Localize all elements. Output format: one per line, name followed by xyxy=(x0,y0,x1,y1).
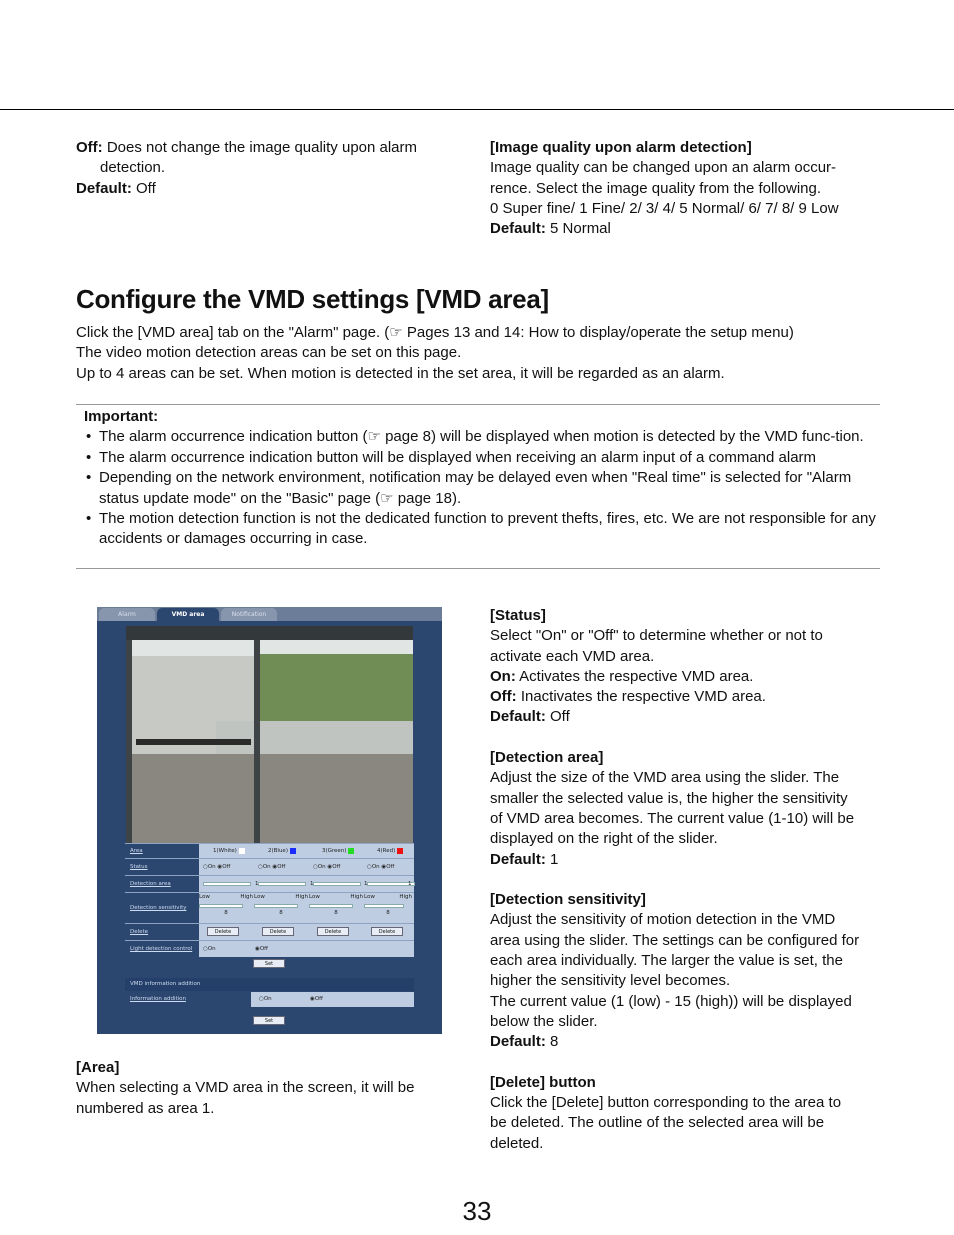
area-value: 1 xyxy=(364,881,368,887)
info-addition-header: VMD information addition xyxy=(125,978,414,991)
text-line: Up to 4 areas can be set. When motion is detected in the set area, it will be regarded as an alarm. xyxy=(76,364,725,382)
text-line: Adjust the size of the VMD area using the slider. The xyxy=(490,769,840,787)
detection-area-slider[interactable] xyxy=(203,882,251,886)
text-line: deleted. xyxy=(490,1134,544,1152)
list-item: • The motion detection function is not the dedicated function to prevent thefts, fires, etc. We are not responsible for any accidents or damages occurring in case. xyxy=(84,509,880,550)
text-line: smaller the selected value is, the higher the sensitivity xyxy=(490,789,848,807)
text-line: numbered as area 1. xyxy=(76,1099,215,1117)
white-swatch xyxy=(239,848,245,854)
off-text: Does not change the image quality upon alarm xyxy=(102,139,418,156)
text-line: The current value (1 (low) - 15 (high)) will be displayed xyxy=(490,992,852,1010)
area-3: 3(Green) xyxy=(322,844,354,858)
vmd-settings-table xyxy=(125,843,414,957)
scene-floor xyxy=(126,754,413,845)
text-line: each area individually. The larger the value is set, the xyxy=(490,952,843,970)
area-value: 1 xyxy=(255,881,259,887)
default-label: Default: xyxy=(490,1033,546,1051)
delete-button[interactable]: Delete xyxy=(371,927,403,936)
light-on-radio[interactable]: ○On xyxy=(203,946,216,952)
default-value: 5 Normal xyxy=(545,220,611,238)
off-label: Off: xyxy=(76,139,103,156)
text-line: Image quality can be changed upon an alarm occur- xyxy=(490,159,837,177)
text-line: Select "On" or "Off" to determine whether or not to xyxy=(490,627,823,645)
status-heading: [Status] xyxy=(490,607,546,624)
default-label: Default: xyxy=(490,220,546,238)
image-quality-heading: [Image quality upon alarm detection] xyxy=(490,139,752,156)
detection-area-slider[interactable] xyxy=(313,882,361,886)
status-radio[interactable]: ○On ◉Off xyxy=(203,864,231,870)
label-detection-sensitivity: Detection sensitivity xyxy=(125,893,199,923)
off-text: Inactivates the respective VMD area. xyxy=(516,688,766,706)
status-radio[interactable]: ○On ◉Off xyxy=(367,864,395,870)
row-light-detection xyxy=(125,940,414,957)
scene-trees xyxy=(256,654,413,724)
blue-swatch xyxy=(290,848,296,854)
text-line: activate each VMD area. xyxy=(490,647,655,665)
area-2: 2(Blue) xyxy=(268,844,296,858)
sensitivity-slider[interactable] xyxy=(309,904,353,908)
tab-notification[interactable]: Notification xyxy=(221,608,277,621)
text-line: higher the sensitivity level becomes. xyxy=(490,972,731,990)
row-detection-sensitivity xyxy=(125,892,414,923)
status-radio[interactable]: ○On ◉Off xyxy=(258,864,286,870)
quality-off-block xyxy=(76,138,456,199)
area-section xyxy=(76,1058,456,1119)
sensitivity-cell: Low High 8 xyxy=(309,894,363,916)
important-list xyxy=(84,427,880,549)
text-line: Click the [VMD area] tab on the "Alarm" page. (☞ Pages 13 and 14: How to display/operate the setup menu) xyxy=(76,324,794,341)
on-text: Activates the respective VMD area. xyxy=(515,667,754,685)
text-line: When selecting a VMD area in the screen, it will be xyxy=(76,1079,415,1097)
scene-rail xyxy=(136,739,251,745)
detection-sensitivity-heading: [Detection sensitivity] xyxy=(490,891,646,909)
label-detection-area: Detection area xyxy=(125,876,199,892)
list-item: • Depending on the network environment, notification may be delayed even when "Real time" is selected for "Alarm status update mode" on the "Basic" page (☞ page 18). xyxy=(84,468,880,509)
red-swatch xyxy=(397,848,403,854)
on-label: On: xyxy=(490,667,516,685)
list-item: • The alarm occurrence indication button will be displayed when receiving an alarm input of a command alarm xyxy=(84,448,880,468)
area-heading: [Area] xyxy=(76,1059,120,1076)
text-line: of VMD area becomes. The current value (1-10) will be xyxy=(490,809,855,827)
row-detection-area xyxy=(125,875,414,892)
text-line: area using the slider. The settings can be configured for xyxy=(490,931,860,949)
off-label: Off: xyxy=(490,688,517,706)
text-line: below the slider. xyxy=(490,1012,598,1030)
label-area: Area xyxy=(125,844,199,858)
row-information-addition xyxy=(125,992,414,1007)
set-button[interactable]: Set xyxy=(253,959,285,968)
label-light-detection: Light detection control xyxy=(125,941,199,957)
detection-area-heading: [Detection area] xyxy=(490,749,604,767)
delete-button[interactable]: Delete xyxy=(207,927,239,936)
top-rule xyxy=(0,109,954,110)
scene-frame xyxy=(126,626,413,640)
default-label: Default: xyxy=(76,179,132,197)
delete-button-heading: [Delete] button xyxy=(490,1073,596,1091)
area-1: 1(White) xyxy=(213,844,245,858)
camera-image[interactable] xyxy=(126,626,413,845)
default-label: Default: xyxy=(490,850,546,868)
default-value: 1 xyxy=(545,850,559,868)
vmd-setup-screenshot xyxy=(97,607,442,1034)
tab-vmd-area[interactable]: VMD area xyxy=(157,608,219,621)
text-line: The video motion detection areas can be set on this page. xyxy=(76,344,462,362)
delete-button[interactable]: Delete xyxy=(317,927,349,936)
right-column xyxy=(490,606,890,1154)
status-radio[interactable]: ○On ◉Off xyxy=(313,864,341,870)
intro-text xyxy=(76,323,896,384)
important-box xyxy=(76,404,880,569)
label-delete: Delete xyxy=(125,924,199,940)
list-item: • The alarm occurrence indication button (☞ page 8) will be displayed when motion is detected by the VMD func-tion. xyxy=(84,427,880,447)
text-line: be deleted. The outline of the selected area will be xyxy=(490,1114,825,1132)
set-button[interactable]: Set xyxy=(253,1016,285,1025)
light-off-radio[interactable]: ◉Off xyxy=(255,946,268,952)
off-text-2: detection. xyxy=(100,159,166,177)
area-4: 4(Red) xyxy=(377,844,403,858)
delete-button[interactable]: Delete xyxy=(262,927,294,936)
text-line: rence. Select the image quality from the following. xyxy=(490,179,822,197)
row-area xyxy=(125,843,414,858)
label-information-addition: Information addition xyxy=(125,992,251,1007)
text-line: Click the [Delete] button corresponding to the area to xyxy=(490,1094,842,1112)
sensitivity-cell: Low High 8 xyxy=(254,894,308,916)
default-value: Off xyxy=(131,179,156,197)
green-swatch xyxy=(348,848,354,854)
info-on-radio[interactable]: ○On xyxy=(259,996,272,1002)
default-value: Off xyxy=(545,708,570,726)
page-number: 33 xyxy=(462,1196,492,1226)
detection-area-slider[interactable] xyxy=(258,882,306,886)
scene-post xyxy=(126,640,132,845)
scene-post xyxy=(254,640,260,845)
sensitivity-slider[interactable] xyxy=(364,904,404,908)
important-heading: Important: xyxy=(84,408,159,425)
row-delete xyxy=(125,923,414,940)
area-value: 1 xyxy=(408,881,412,887)
text-line: 0 Super fine/ 1 Fine/ 2/ 3/ 4/ 5 Normal/ 6/ 7/ 8/ 9 Low xyxy=(490,199,839,217)
section-title: Configure the VMD settings [VMD area] xyxy=(76,284,549,314)
info-off-radio[interactable]: ◉Off xyxy=(310,996,323,1002)
default-label: Default: xyxy=(490,708,546,726)
text-line: displayed on the right of the slider. xyxy=(490,830,718,848)
label-status: Status xyxy=(125,859,199,875)
sensitivity-cell: Low High 8 xyxy=(199,894,253,916)
image-quality-block xyxy=(490,138,890,239)
tab-alarm[interactable]: Alarm xyxy=(99,608,155,621)
sensitivity-slider[interactable] xyxy=(199,904,243,908)
sensitivity-slider[interactable] xyxy=(254,904,298,908)
sensitivity-cell: Low High 8 xyxy=(364,894,412,916)
row-status xyxy=(125,858,414,875)
text-line: Adjust the sensitivity of motion detection in the VMD xyxy=(490,911,836,929)
tab-bar xyxy=(97,607,442,621)
default-value: 8 xyxy=(545,1033,559,1051)
area-value: 1 xyxy=(310,881,314,887)
